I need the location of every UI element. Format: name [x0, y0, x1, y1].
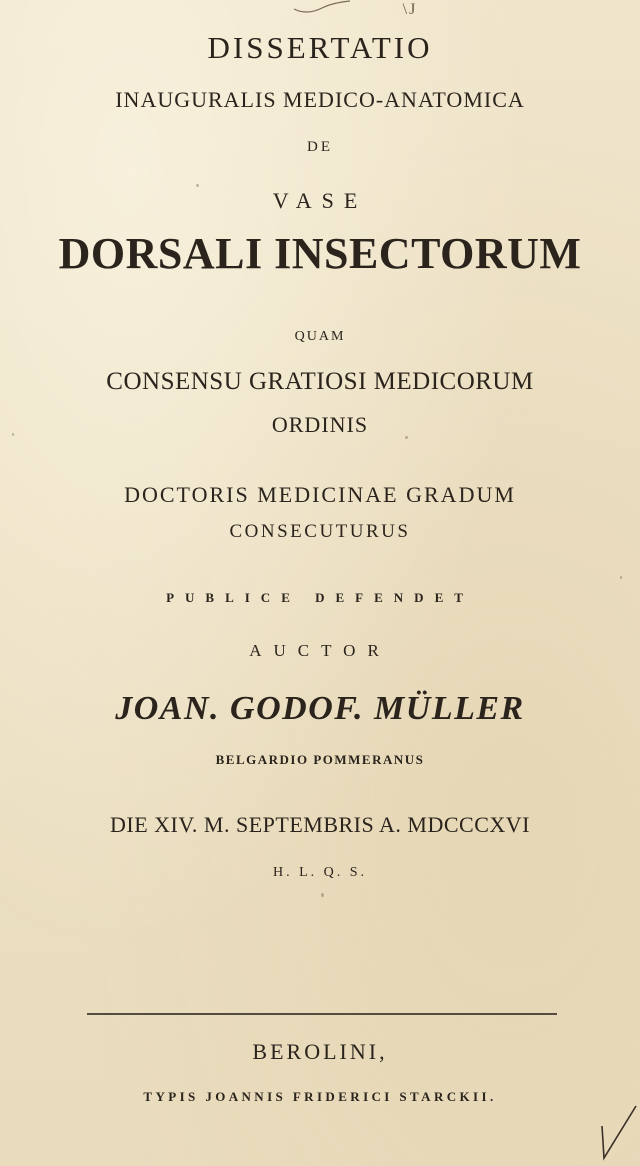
paper-speck	[620, 576, 622, 579]
top-mark: \J	[402, 1, 418, 18]
consecuturus-line: CONSECUTURUS	[229, 521, 411, 542]
imprint-place: BEROLINI,	[252, 1039, 388, 1064]
horizontal-rule	[87, 1013, 557, 1015]
dissertatio-heading: DISSERTATIO	[207, 30, 433, 65]
author-name: JOAN. GODOF. MÜLLER	[115, 690, 525, 727]
paper-speck	[321, 893, 324, 897]
author-origin: BELGARDIO POMMERANUS	[215, 752, 425, 767]
defense-date: DIE XIV. M. SEPTEMBRIS A. MDCCCXVI	[110, 812, 530, 837]
paper-speck	[405, 436, 408, 439]
vase-line: VASE	[272, 188, 368, 213]
publice-defendet-line: PUBLICE DEFENDET	[166, 590, 474, 605]
ordinis-line: ORDINIS	[271, 412, 369, 437]
paper-speck	[196, 184, 199, 187]
consensu-line: CONSENSU GRATIOSI MEDICORUM	[106, 368, 534, 395]
doctoris-line: DOCTORIS MEDICINAE GRADUM	[124, 482, 516, 507]
hlqs-line: H. L. Q. S.	[272, 865, 368, 880]
check-mark-icon	[596, 1086, 638, 1162]
paper-speck	[12, 433, 14, 436]
de-line: DE	[307, 139, 333, 155]
dorsali-insectorum-heading: DORSALI INSECTORUM	[58, 229, 582, 278]
inauguralis-line: INAUGURALIS MEDICO-ANATOMICA	[115, 87, 525, 112]
quam-line: QUAM	[294, 329, 346, 344]
imprint-printer: TYPIS JOANNIS FRIDERICI STARCKII.	[143, 1089, 497, 1104]
auctor-line: AUCTOR	[249, 641, 391, 660]
